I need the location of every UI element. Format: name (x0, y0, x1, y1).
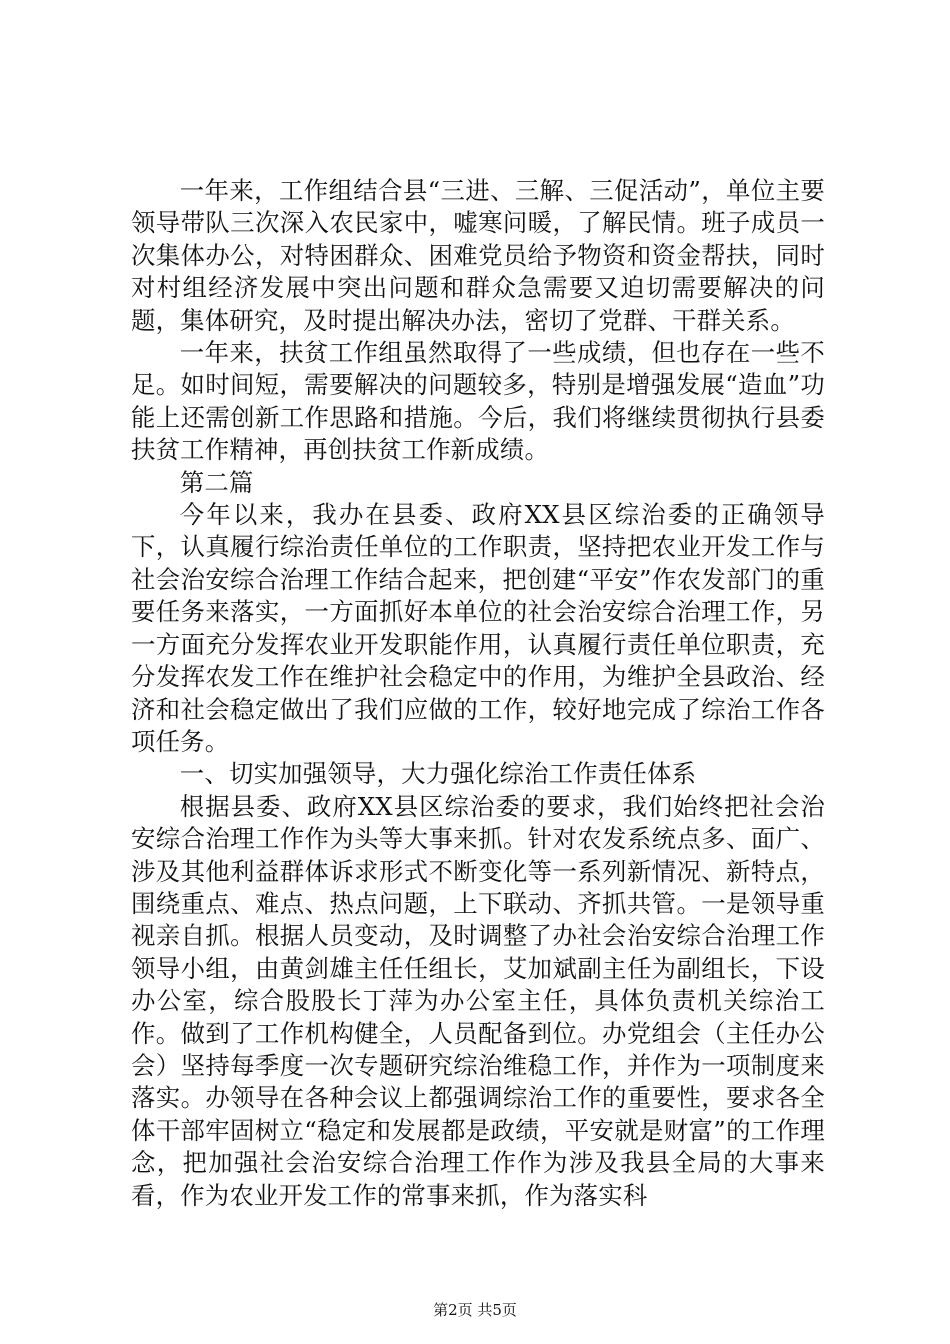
paragraph-4: 根据县委、政府XX县区综治委的要求，我们始终把社会治安综合治理工作作为头等大事来抓。针对农发系统点多、面广、涉及其他利益群体诉求形式不断变化等一系列新情况、新特点，围绕重点、难点、热点问题，上下联动、齐抓共管。一是领导重视亲自抓。根据人员变动，及时调整了办社会治安综合治理工作领导小组，由黄剑雄主任任组长，艾加斌副主任为副组长，下设办公室，综合股股长丁萍为办公室主任，具体负责机关综治工作。做到了工作机构健全，人员配备到位。办党组会（主任办公会）坚持每季度一次专题研究综治维稳工作，并作为一项制度来落实。办领导在各种会议上都强调综治工作的重要性，要求各全体干部牢固树立“稳定和发展都是政绩，平安就是财富”的工作理念，把加强社会治安综合治理工作作为涉及我县全局的大事来看，作为农业开发工作的常事来抓，作为落实科 (131, 791, 825, 1210)
document-body (131, 175, 825, 1212)
paragraph-3: 今年以来，我办在县委、政府XX县区综治委的正确领导下，认真履行综治责任单位的工作职责，坚持把农业开发工作与社会治安综合治理工作结合起来，把创建“平安”作农发部门的重要任务来落实，一方面抓好本单位的社会治安综合治理工作，另一方面充分发挥农业开发职能作用，认真履行责任单位职责，充分发挥农发工作在维护社会稳定中的作用，为维护全县政治、经济和社会稳定做出了我们应做的工作，较好地完成了综治工作各项任务。 (131, 500, 825, 756)
section-heading-second: 第二篇 (179, 467, 254, 497)
paragraph-1: 一年来，工作组结合县“三进、三解、三促活动”，单位主要领导带队三次深入农民家中，嘘寒问暖，了解民情。班子成员一次集体办公，对特困群众、困难党员给予物资和资金帮扶，同时对村组经济发展中突出问题和群众急需要又迫切需要解决的问题，集体研究，及时提出解决办法，密切了党群、干群关系。 (131, 176, 825, 335)
subsection-heading-1: 一、切实加强领导，大力强化综治工作责任体系 (179, 759, 697, 789)
paragraph-2: 一年来，扶贫工作组虽然取得了一些成绩，但也存在一些不足。如时间短，需要解决的问题较多，特别是增强发展“造血”功能上还需创新工作思路和措施。今后，我们将继续贯彻执行县委扶贫工作精神，再创扶贫工作新成绩。 (131, 338, 825, 465)
page-number-footer: 第2页 共5页 (433, 1301, 517, 1319)
